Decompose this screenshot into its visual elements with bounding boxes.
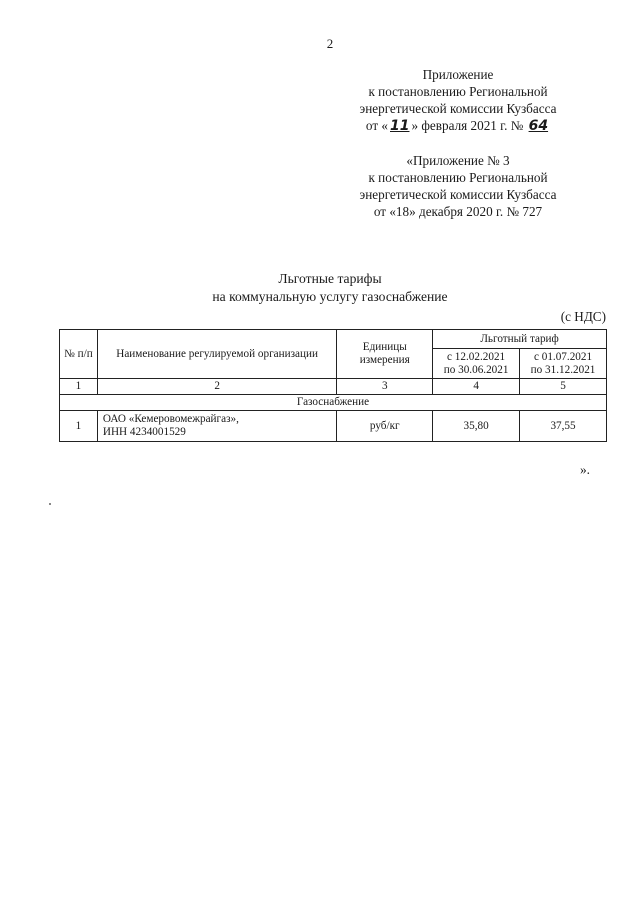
appendix-line-3: энергетической комиссии Кузбасса bbox=[359, 187, 557, 202]
closing-quote: ». bbox=[579, 462, 590, 477]
column-number-1: 1 bbox=[60, 379, 98, 395]
document-title bbox=[0, 270, 640, 306]
handwritten-day: 11 bbox=[390, 118, 410, 134]
vat-note: (с НДС) bbox=[560, 309, 606, 324]
approval-line-2: к постановлению Региональной bbox=[368, 84, 548, 99]
row-tariff-2: 37,55 bbox=[520, 411, 607, 442]
appendix-line-2: к постановлению Региональной bbox=[368, 170, 548, 185]
approval-date-line bbox=[328, 117, 588, 135]
approval-line-3: энергетической комиссии Кузбасса bbox=[359, 101, 557, 116]
title-line-1: Льготные тарифы bbox=[278, 271, 382, 286]
approval-line-1: Приложение bbox=[422, 67, 494, 82]
page-number: 2 bbox=[326, 36, 334, 51]
approval-header bbox=[328, 66, 588, 135]
column-number-3: 3 bbox=[337, 379, 433, 395]
section-row: Газоснабжение bbox=[60, 395, 607, 411]
row-tariff-1: 35,80 bbox=[433, 411, 520, 442]
appendix-line-4: от «18» декабря 2020 г. № 727 bbox=[373, 204, 543, 219]
column-number-5: 5 bbox=[520, 379, 607, 395]
row-num: 1 bbox=[60, 411, 98, 442]
column-number-2: 2 bbox=[97, 379, 337, 395]
handwritten-number: 64 bbox=[528, 118, 549, 134]
date-prefix: от « bbox=[365, 118, 388, 133]
title-line-2: на коммунальную услугу газоснабжение bbox=[212, 289, 448, 304]
table-row bbox=[60, 411, 607, 442]
header-period-2: с 01.07.2021 по 31.12.2021 bbox=[520, 349, 607, 379]
header-unit: Единицы измерения bbox=[337, 330, 433, 379]
column-number-4: 4 bbox=[433, 379, 520, 395]
appendix-line-1: «Приложение № 3 bbox=[406, 153, 510, 168]
tariff-table bbox=[59, 329, 607, 442]
amended-appendix-header bbox=[328, 152, 588, 220]
date-middle: » февраля 2021 г. № bbox=[411, 118, 524, 133]
header-period-1: с 12.02.2021 по 30.06.2021 bbox=[433, 349, 520, 379]
row-organization: ОАО «Кемеровомежрайгаз», ИНН 4234001529 bbox=[97, 411, 337, 442]
row-unit: руб/кг bbox=[337, 411, 433, 442]
header-num: № п/п bbox=[60, 330, 98, 379]
scan-speck bbox=[49, 503, 51, 505]
header-organization: Наименование регулируемой организации bbox=[97, 330, 337, 379]
header-tariff: Льготный тариф bbox=[433, 330, 607, 349]
